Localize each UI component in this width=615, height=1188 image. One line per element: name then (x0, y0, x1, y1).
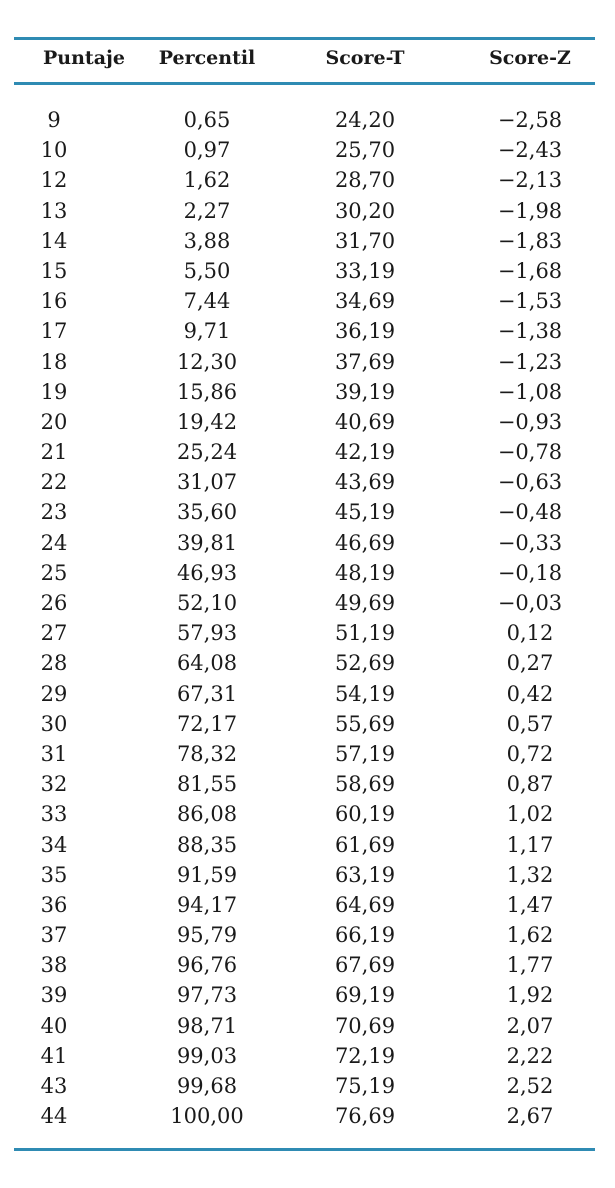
header-score-t: Score-T (325, 47, 405, 69)
puntaje-cell: 20 (40, 409, 68, 434)
score-t-cell: 51,19 (334, 621, 396, 646)
percentil-cell: 95,79 (176, 923, 238, 948)
table-row (14, 860, 595, 890)
percentil-cell: 52,10 (176, 591, 238, 615)
score-t-cell: 33,19 (334, 258, 396, 283)
percentil-cell: 5,50 (183, 258, 231, 283)
table-row (14, 105, 595, 135)
puntaje-cell: 34 (40, 832, 68, 857)
percentil-cell: 86,08 (176, 802, 238, 827)
table-row (14, 497, 595, 527)
score-t-cell: 28,70 (334, 168, 396, 193)
score-z-cell: 1,17 (506, 832, 554, 857)
score-t-cell: 67,69 (334, 953, 396, 978)
score-t-cell: 37,69 (334, 349, 396, 374)
puntaje-cell: 43 (40, 1074, 68, 1098)
puntaje-cell: 12 (40, 168, 68, 193)
puntaje-cell: 28 (40, 651, 68, 676)
table-row (14, 980, 595, 1010)
puntaje-cell: 15 (40, 258, 68, 283)
percentil-cell: 99,68 (176, 1074, 238, 1098)
score-z-cell: −1,23 (497, 349, 563, 374)
score-t-cell: 58,69 (334, 772, 396, 797)
table-row (14, 407, 595, 437)
score-t-cell: 72,19 (334, 1043, 396, 1068)
percentil-cell: 78,32 (176, 741, 238, 766)
table-row (14, 830, 595, 860)
puntaje-cell: 27 (40, 621, 68, 646)
score-z-cell: −1,08 (497, 379, 563, 404)
table-row (14, 467, 595, 497)
percentil-cell: 0,65 (183, 108, 231, 132)
table-row (14, 347, 595, 377)
puntaje-cell: 31 (40, 741, 68, 766)
header-puntaje: Puntaje (43, 47, 125, 69)
score-z-cell: −1,53 (497, 289, 563, 314)
score-z-cell: 1,32 (506, 862, 554, 887)
percentil-cell: 35,60 (176, 500, 238, 525)
score-t-cell: 48,19 (334, 560, 396, 585)
table-row (14, 769, 595, 799)
table-row (14, 1041, 595, 1071)
puntaje-cell: 41 (40, 1043, 68, 1068)
score-z-cell: 0,72 (506, 741, 554, 766)
score-t-cell: 39,19 (334, 379, 396, 404)
score-z-cell: 1,92 (506, 983, 554, 1008)
header-score-z: Score-Z (489, 47, 571, 69)
score-z-cell: −1,68 (497, 258, 563, 283)
puntaje-cell: 33 (40, 802, 68, 827)
puntaje-cell: 39 (40, 983, 68, 1008)
percentil-cell: 81,55 (176, 772, 238, 797)
score-t-cell: 76,69 (334, 1104, 396, 1129)
score-z-cell: −0,78 (497, 440, 563, 465)
score-t-cell: 45,19 (334, 500, 396, 525)
table-row (14, 256, 595, 286)
score-z-cell: 1,02 (506, 802, 554, 827)
score-z-cell: 1,62 (506, 923, 554, 948)
table-row (14, 950, 595, 980)
percentil-cell: 12,30 (176, 349, 238, 374)
table-row (14, 1011, 595, 1041)
score-t-cell: 70,69 (334, 1013, 396, 1038)
table-row (14, 648, 595, 678)
puntaje-cell: 22 (40, 470, 68, 495)
score-t-cell: 61,69 (334, 832, 396, 857)
table-row (14, 1071, 595, 1101)
score-z-cell: −2,13 (497, 168, 563, 193)
score-t-cell: 75,19 (334, 1074, 396, 1098)
table-row (14, 588, 595, 618)
table-row (14, 618, 595, 648)
score-t-cell: 24,20 (334, 108, 396, 132)
score-z-cell: −0,18 (497, 560, 563, 585)
score-t-cell: 49,69 (334, 591, 396, 615)
score-z-cell: 0,42 (506, 681, 554, 706)
score-z-cell: −1,83 (497, 228, 563, 253)
header-percentil: Percentil (158, 47, 256, 69)
percentil-cell: 0,97 (183, 138, 231, 163)
score-t-cell: 60,19 (334, 802, 396, 827)
percentil-cell: 96,76 (176, 953, 238, 978)
score-t-cell: 54,19 (334, 681, 396, 706)
percentil-cell: 57,93 (176, 621, 238, 646)
score-t-cell: 36,19 (334, 319, 396, 344)
table-row (14, 739, 595, 769)
percentil-cell: 67,31 (176, 681, 238, 706)
score-z-cell: −1,98 (497, 198, 563, 223)
percentil-cell: 19,42 (176, 409, 238, 434)
score-t-cell: 63,19 (334, 862, 396, 887)
percentil-cell: 39,81 (176, 530, 238, 555)
score-t-cell: 69,19 (334, 983, 396, 1008)
puntaje-cell: 38 (40, 953, 68, 978)
puntaje-cell: 32 (40, 772, 68, 797)
puntaje-cell: 44 (40, 1104, 68, 1129)
percentil-cell: 3,88 (183, 228, 231, 253)
percentil-cell: 91,59 (176, 862, 238, 887)
score-t-cell: 42,19 (334, 440, 396, 465)
table-row (14, 377, 595, 407)
puntaje-cell: 13 (40, 198, 68, 223)
percentil-cell: 9,71 (183, 319, 231, 344)
percentil-cell: 100,00 (170, 1104, 244, 1129)
score-z-cell: 1,47 (506, 892, 554, 917)
puntaje-cell: 36 (40, 892, 68, 917)
puntaje-cell: 30 (40, 711, 68, 736)
table-row (14, 165, 595, 195)
puntaje-cell: 10 (40, 138, 68, 163)
table-row (14, 316, 595, 346)
score-z-cell: −0,48 (497, 500, 563, 525)
puntaje-cell: 26 (40, 591, 68, 615)
table-header-rule (14, 82, 595, 85)
score-z-cell: −1,38 (497, 319, 563, 344)
percentil-cell: 64,08 (176, 651, 238, 676)
percentil-cell: 15,86 (176, 379, 238, 404)
score-z-cell: 2,07 (506, 1013, 554, 1038)
table-row (14, 226, 595, 256)
score-z-cell: 2,52 (506, 1074, 554, 1098)
score-t-cell: 31,70 (334, 228, 396, 253)
table-row (14, 920, 595, 950)
table-row (14, 679, 595, 709)
score-z-cell: 0,87 (506, 772, 554, 797)
score-z-cell: −0,63 (497, 470, 563, 495)
percentil-cell: 98,71 (176, 1013, 238, 1038)
puntaje-cell: 40 (40, 1013, 68, 1038)
puntaje-cell: 9 (47, 108, 61, 132)
score-z-cell: 1,77 (506, 953, 554, 978)
score-z-cell: −0,03 (497, 591, 563, 615)
score-t-cell: 46,69 (334, 530, 396, 555)
percentil-cell: 94,17 (176, 892, 238, 917)
percentil-cell: 72,17 (176, 711, 238, 736)
puntaje-cell: 37 (40, 923, 68, 948)
percentil-cell: 46,93 (176, 560, 238, 585)
puntaje-cell: 18 (40, 349, 68, 374)
table-top-rule (14, 37, 595, 40)
puntaje-cell: 23 (40, 500, 68, 525)
puntaje-cell: 35 (40, 862, 68, 887)
puntaje-cell: 17 (40, 319, 68, 344)
score-t-cell: 64,69 (334, 892, 396, 917)
percentil-cell: 99,03 (176, 1043, 238, 1068)
score-z-cell: 2,67 (506, 1104, 554, 1129)
score-t-cell: 30,20 (334, 198, 396, 223)
score-t-cell: 66,19 (334, 923, 396, 948)
table-row (14, 528, 595, 558)
table-row (14, 890, 595, 920)
table-row (14, 437, 595, 467)
score-z-cell: 0,57 (506, 711, 554, 736)
score-t-cell: 34,69 (334, 289, 396, 314)
score-z-cell: −2,58 (497, 108, 563, 132)
score-z-cell: 2,22 (506, 1043, 554, 1068)
score-z-cell: −0,93 (497, 409, 563, 434)
score-z-cell: −0,33 (497, 530, 563, 555)
score-t-cell: 25,70 (334, 138, 396, 163)
puntaje-cell: 29 (40, 681, 68, 706)
table-header-row (14, 47, 595, 75)
table-row (14, 799, 595, 829)
percentil-cell: 2,27 (183, 198, 231, 223)
puntaje-cell: 16 (40, 289, 68, 314)
percentil-cell: 1,62 (183, 168, 231, 193)
score-t-cell: 55,69 (334, 711, 396, 736)
score-t-cell: 52,69 (334, 651, 396, 676)
percentil-cell: 97,73 (176, 983, 238, 1008)
table-bottom-rule (14, 1148, 595, 1151)
puntaje-cell: 19 (40, 379, 68, 404)
puntaje-cell: 21 (40, 440, 68, 465)
table-row (14, 558, 595, 588)
table-row (14, 709, 595, 739)
percentil-cell: 88,35 (176, 832, 238, 857)
score-z-cell: 0,27 (506, 651, 554, 676)
table-row (14, 135, 595, 165)
puntaje-cell: 14 (40, 228, 68, 253)
score-t-cell: 43,69 (334, 470, 396, 495)
table-row (14, 196, 595, 226)
percentil-cell: 31,07 (176, 470, 238, 495)
table-body (14, 105, 595, 1131)
table-row (14, 286, 595, 316)
percentil-cell: 25,24 (176, 440, 238, 465)
score-t-cell: 40,69 (334, 409, 396, 434)
score-t-cell: 57,19 (334, 741, 396, 766)
score-z-cell: −2,43 (497, 138, 563, 163)
puntaje-cell: 24 (40, 530, 68, 555)
percentil-cell: 7,44 (183, 289, 231, 314)
puntaje-cell: 25 (40, 560, 68, 585)
table-row (14, 1101, 595, 1131)
score-z-cell: 0,12 (506, 621, 554, 646)
